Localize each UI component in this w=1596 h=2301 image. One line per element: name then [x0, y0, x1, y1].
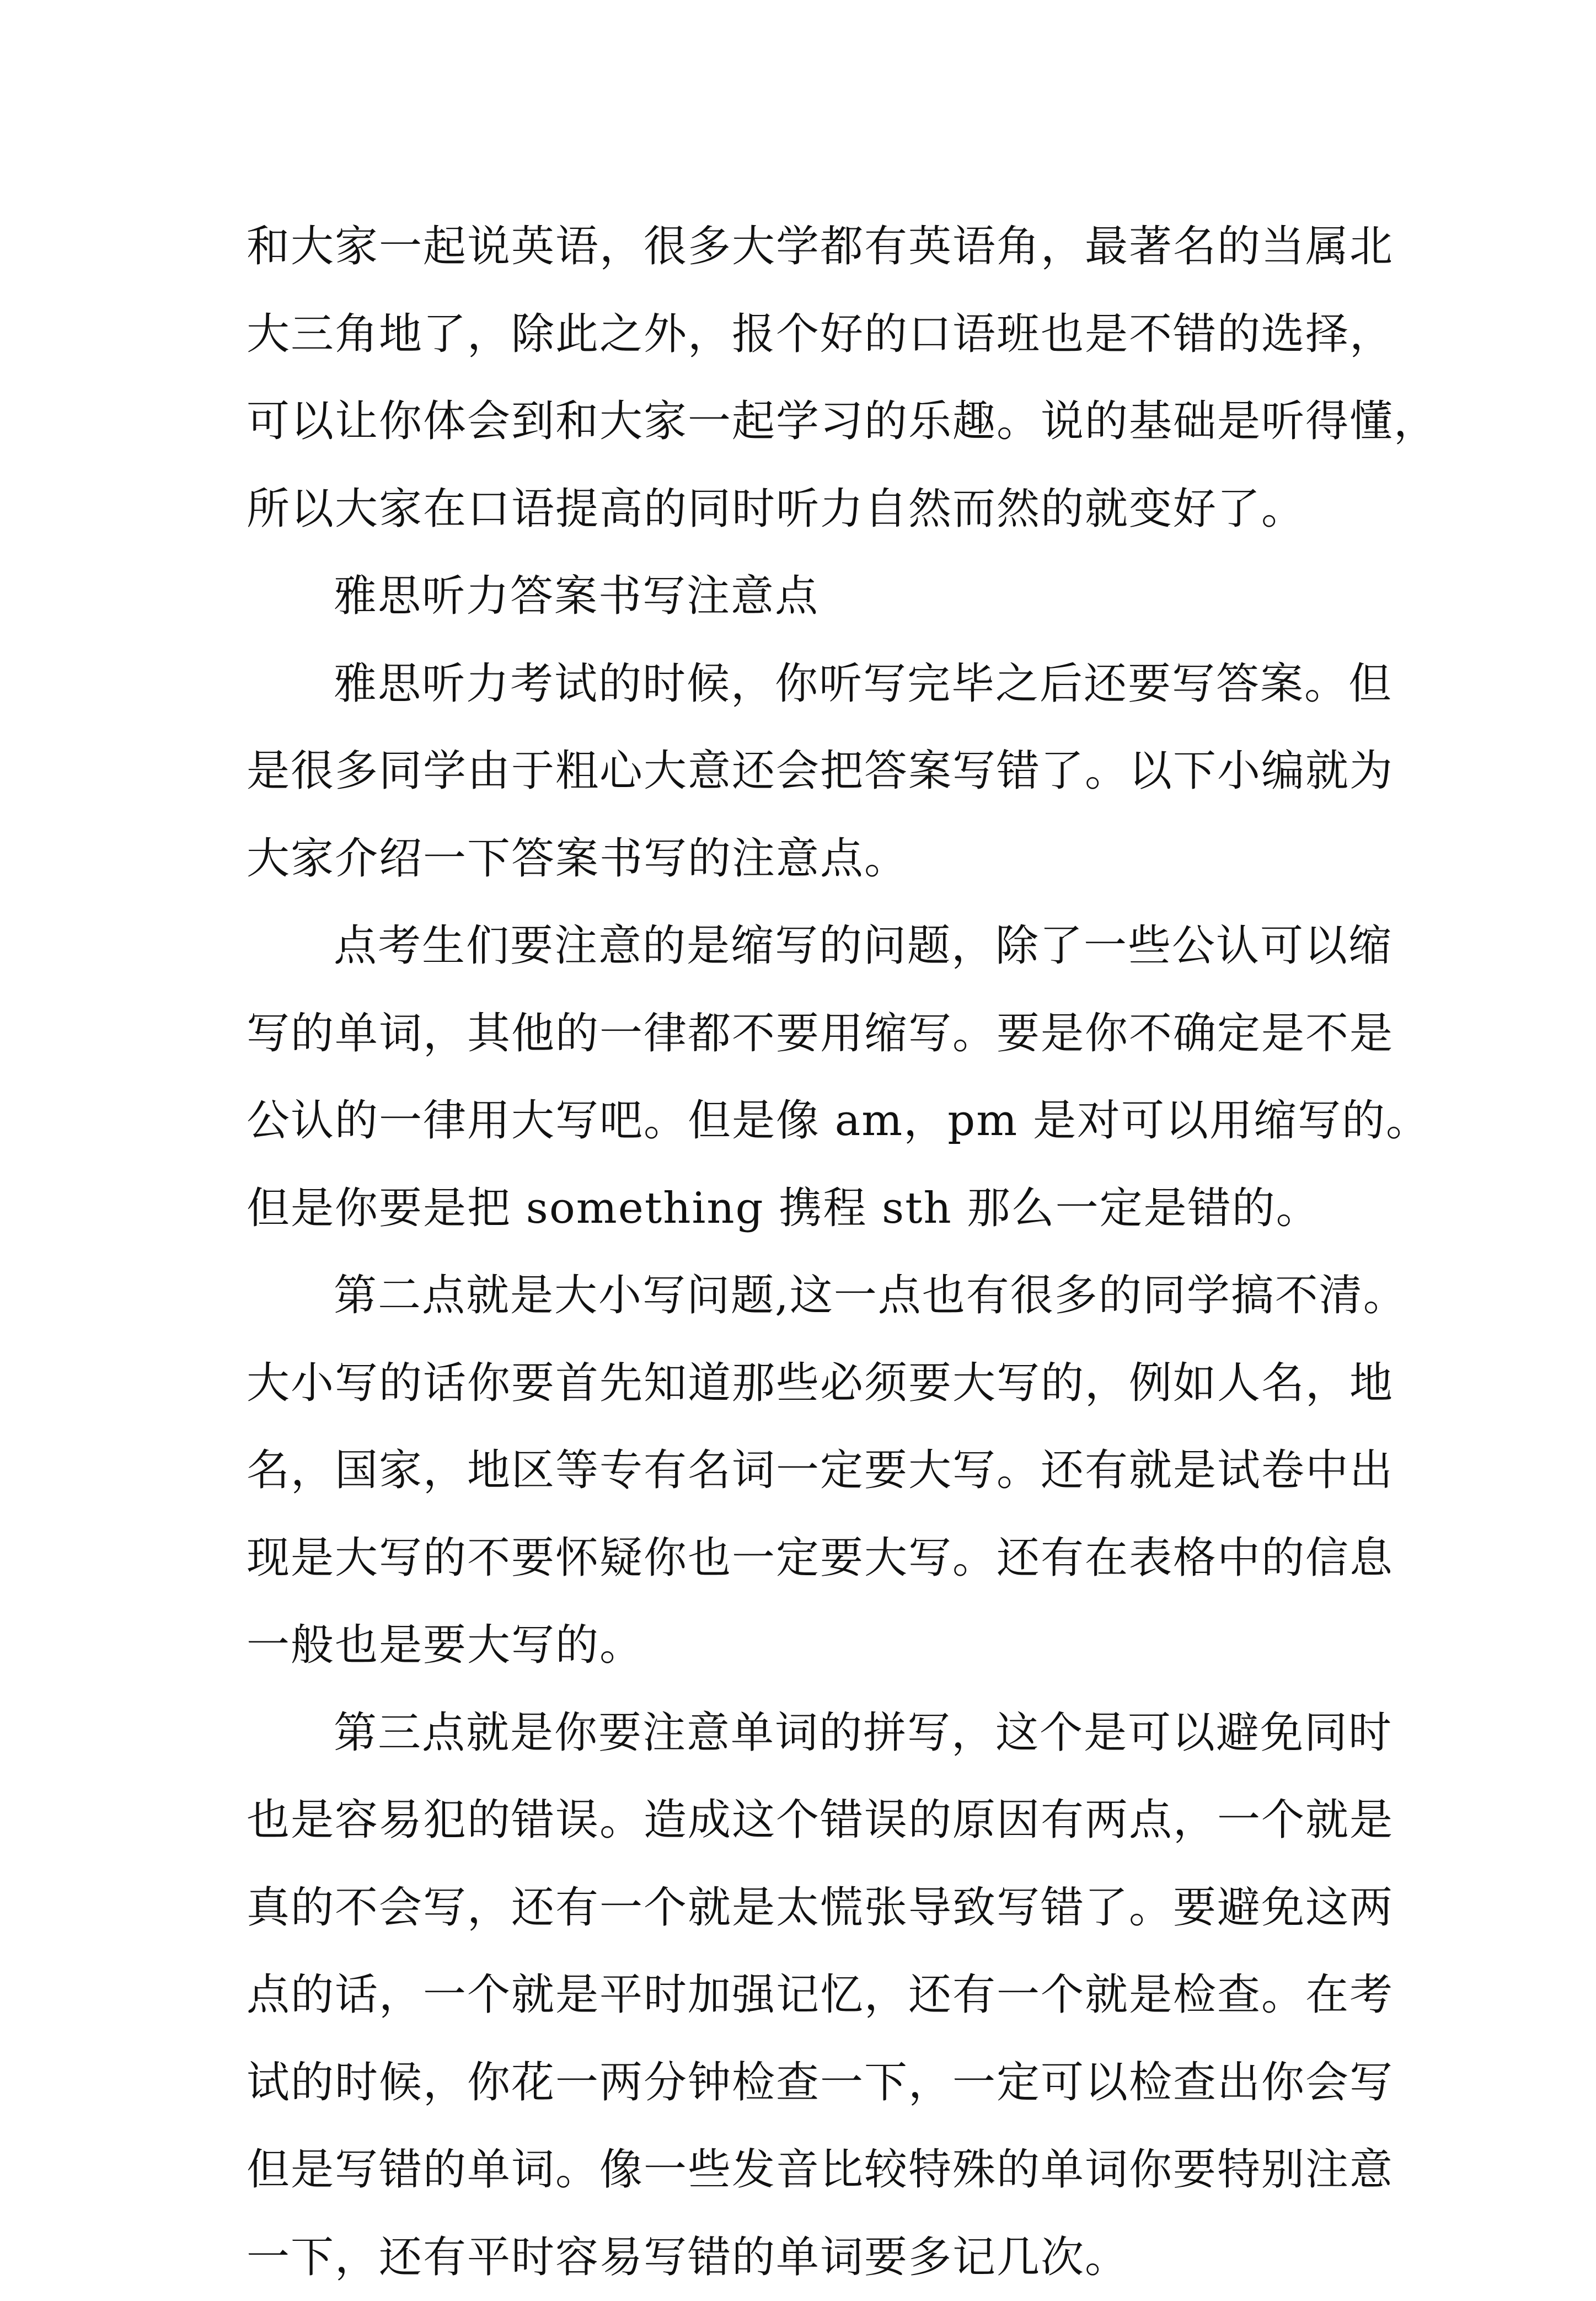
paragraph-point-one	[247, 902, 1410, 1252]
text-line: 大家介绍一下答案书写的注意点。	[247, 815, 1410, 903]
paragraph-section-intro	[247, 640, 1410, 903]
text-line: 大三角地了，除此之外，报个好的口语班也是不错的选择，	[247, 291, 1410, 378]
paragraph-intro-continuation	[247, 203, 1410, 553]
paragraph-point-two	[247, 1252, 1410, 1689]
text-line: 试的时候，你花一两分钟检查一下，一定可以检查出你会写	[247, 2039, 1410, 2127]
text-line: 但是写错的单词。像一些发音比较特殊的单词你要特别注意	[247, 2126, 1410, 2214]
paragraph-point-three	[247, 1689, 1410, 2301]
text-line: 点考生们要注意的是缩写的问题，除了一些公认可以缩	[247, 902, 1410, 990]
text-line: 一般也是要大写的。	[247, 1602, 1410, 1689]
text-line: 但是你要是把 something 携程 sth 那么一定是错的。	[247, 1165, 1410, 1253]
text-line: 现是大写的不要怀疑你也一定要大写。还有在表格中的信息	[247, 1515, 1410, 1602]
section-heading	[247, 553, 1410, 640]
text-line: 可以让你体会到和大家一起学习的乐趣。说的基础是听得懂，	[247, 378, 1410, 465]
text-line: 名，国家，地区等专有名词一定要大写。还有就是试卷中出	[247, 1427, 1410, 1515]
text-line: 一下，还有平时容易写错的单词要多记几次。	[247, 2214, 1410, 2301]
text-line: 写的单词，其他的一律都不要用缩写。要是你不确定是不是	[247, 990, 1410, 1078]
text-line: 第二点就是大小写问题,这一点也有很多的同学搞不清。	[247, 1252, 1410, 1340]
text-line: 雅思听力考试的时候，你听写完毕之后还要写答案。但	[247, 640, 1410, 728]
text-line: 第三点就是你要注意单词的拼写，这个是可以避免同时	[247, 1689, 1410, 1777]
text-line: 所以大家在口语提高的同时听力自然而然的就变好了。	[247, 465, 1410, 553]
text-line: 公认的一律用大写吧。但是像 am，pm 是对可以用缩写的。	[247, 1077, 1410, 1165]
text-line: 也是容易犯的错误。造成这个错误的原因有两点，一个就是	[247, 1776, 1410, 1864]
body-text	[247, 203, 1410, 2301]
text-line: 是很多同学由于粗心大意还会把答案写错了。以下小编就为	[247, 727, 1410, 815]
text-line: 大小写的话你要首先知道那些必须要大写的，例如人名，地	[247, 1340, 1410, 1427]
text-line: 真的不会写，还有一个就是太慌张导致写错了。要避免这两	[247, 1864, 1410, 1952]
text-line: 点的话，一个就是平时加强记忆，还有一个就是检查。在考	[247, 1951, 1410, 2039]
text-line: 和大家一起说英语，很多大学都有英语角，最著名的当属北	[247, 203, 1410, 291]
heading-text: 雅思听力答案书写注意点	[247, 553, 1410, 640]
